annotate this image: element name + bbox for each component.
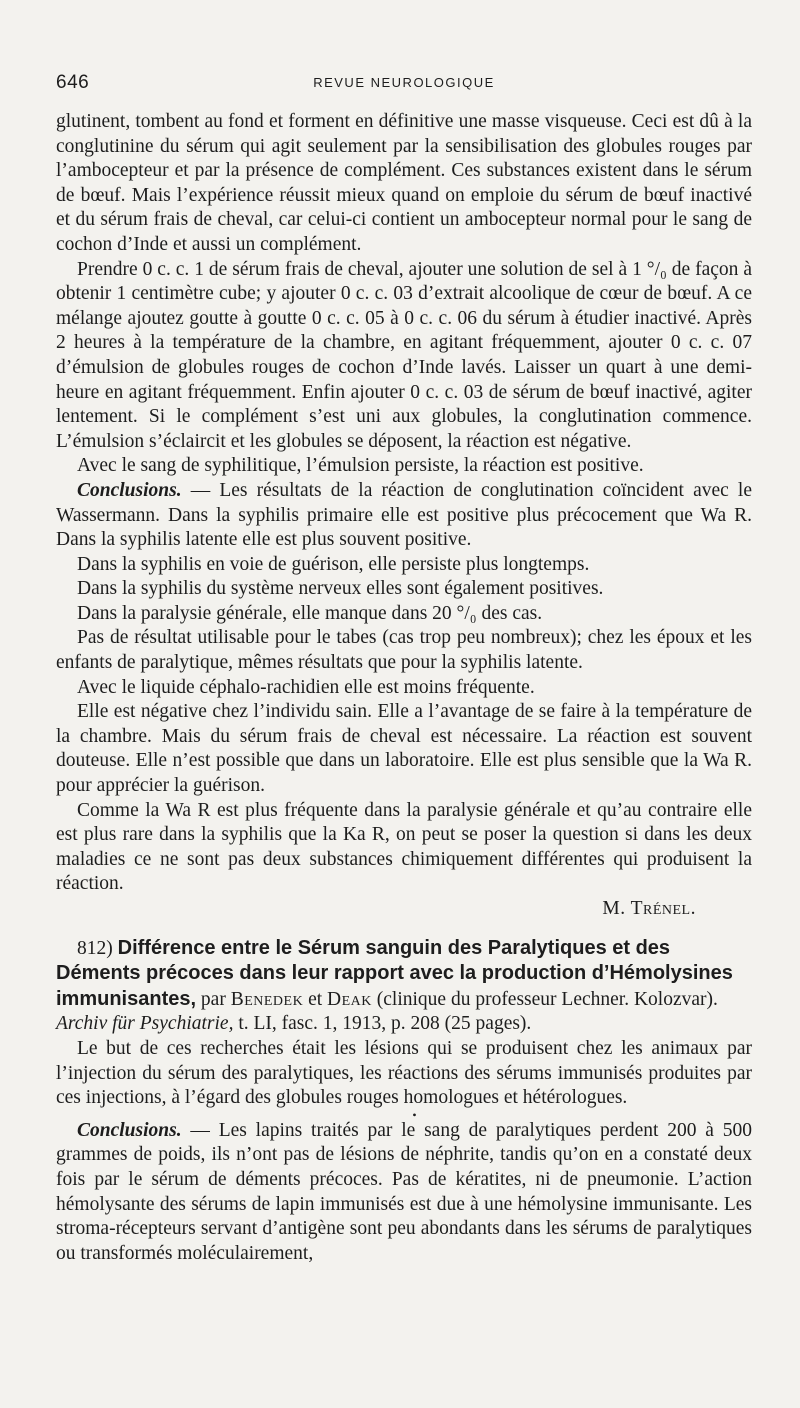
page-header [56,62,752,92]
author-name: Deak [327,988,372,1010]
conclusions-label: Conclusions. [77,479,182,501]
article-heading [56,936,752,1037]
ornament-mark: • [412,1107,417,1122]
paragraph: Prendre 0 c. c. 1 de sérum frais de cheval, ajouter une solution de sel à 1 °/₀ de façon à obtenir 1 centimètre cube; y ajouter 0 c. c. 03 d’extrait alcoolique de cœur de bœuf. A ce mélange ajoutez goutte à goutte 0 c. c. 05 à 0 c. c. 06 du sérum à étudier inactivé. Après 2 heures à la température de la chambre, en agitant fréquemment, ajouter 0 c. c. 07 d’émulsion de globules rouges de cochon d’Inde lavés. Laisser un quart à une demi-heure en agitant fréquemment. Enfin ajouter 0 c. c. 03 de sérum de bœuf inactivé, agiter lentement. Si le complément s’est uni aux globules, la conglutination commence. L’émulsion s’éclaircit et les globules se déposent, la réaction est négative. [56,258,752,452]
paragraph: Pas de résultat utilisable pour le tabes (cas trop peu nombreux); chez les époux et les enfants de paralytique, mêmes résultats que pour la syphilis latente. [56,627,752,674]
conclusions-label: Conclusions. [77,1119,182,1141]
authors-prefix: par [200,988,226,1010]
paragraph: Comme la Wa R est plus fréquente dans la paralysie générale et qu’au contraire elle est plus rare dans la syphilis que la Ka R, on peut se poser la question si dans les deux maladies ce ne sont pas deux substances chimiquement différentes qui produisent la réaction. [56,799,752,895]
journal-name: Archiv für Psychiatrie, [56,1013,234,1035]
paragraph: Le but de ces recherches était les lésions qui se produisent chez les animaux par l’injection du sérum des paralytiques, les réactions des sérums immunisés produites par ces injections, à l’égard des globules rouges homologues et hétérologues. [56,1037,752,1109]
paragraph: Elle est négative chez l’individu sain. Elle a l’avantage de se faire à la température de la chambre. Mais du sérum frais de cheval est nécessaire. La réaction est souvent douteuse. Elle n’est possible que dans un laboratoire. Elle est plus sensible que la Wa R. pour apprécier la guérison. [56,701,752,797]
citation: t. LI, fasc. 1, 1913, p. 208 (25 pages). [238,1013,532,1035]
paragraph: Dans la paralysie générale, elle manque dans 20 °/₀ des cas. [77,602,543,624]
author-joiner: et [308,988,323,1010]
conclusions-paragraph [56,479,752,553]
paragraph: Dans la syphilis en voie de guérison, elle persiste plus longtemps. [77,553,590,575]
page-number: 646 [56,72,90,93]
paragraph: glutinent, tombent au fond et forment en définitive une masse visqueuse. Ceci est dû à la conglutinine du sérum qui agit seulement par la sensibilisation des globules rouges par l’ambocepteur et par la présence de complément. Ces substances existent dans le sérum de bœuf. Mais l’expérience réussit mieux quand on emploie du sérum de bœuf inactivé et du sérum frais de cheval, car celui-ci contient un ambocepteur normal pour le sang de cochon d’Inde et aussi un complément. [56,111,752,255]
conclusions-text: — Les lapins traités par le sang de paralytiques perdent 200 à 500 grammes de poids, ils n’ont pas de lésions de néphrite, tandis qu’on en a constaté deux fois par le sérum de déments précoces. Pas de kératites, ni de pneumonie. L’action hémolysante des sérums de lapin immunisés est due à une hémolysine immunisante. Les stroma-récepteurs servant d’antigène sont peu abondants dans les sérums de paralytiques ou transformés moléculairement, [56,1119,752,1264]
paragraph: Avec le liquide céphalo-rachidien elle est moins fréquente. [77,676,535,698]
conclusions-paragraph [56,1119,752,1267]
article-title: Différence entre le Sérum sanguin des Paralytiques et des Déments précoces dans leur rapport avec la production d’Hémolysines immunisantes, [56,936,733,1010]
paragraph: Avec le sang de syphilitique, l’émulsion persiste, la réaction est positive. [77,455,644,477]
author-signature: M. Trénel. [602,898,696,919]
article-number: 812) [77,937,113,959]
signature [56,897,752,922]
author-name: Benedek [230,988,304,1010]
body-text [56,110,752,1266]
paragraph: Dans la syphilis du système nerveux elles sont également positives. [77,578,604,600]
running-head: REVUE NEUROLOGIQUE [313,75,495,90]
affiliation: (clinique du professeur Lechner. Kolozvar). [376,988,718,1010]
conclusions-text: — Les résultats de la réaction de conglutination coïncident avec le Wassermann. Dans la syphilis primaire elle est positive plus précocement que Wa R. Dans la syphilis latente elle est plus souvent positive. [56,479,752,551]
article-812 [56,936,752,1267]
